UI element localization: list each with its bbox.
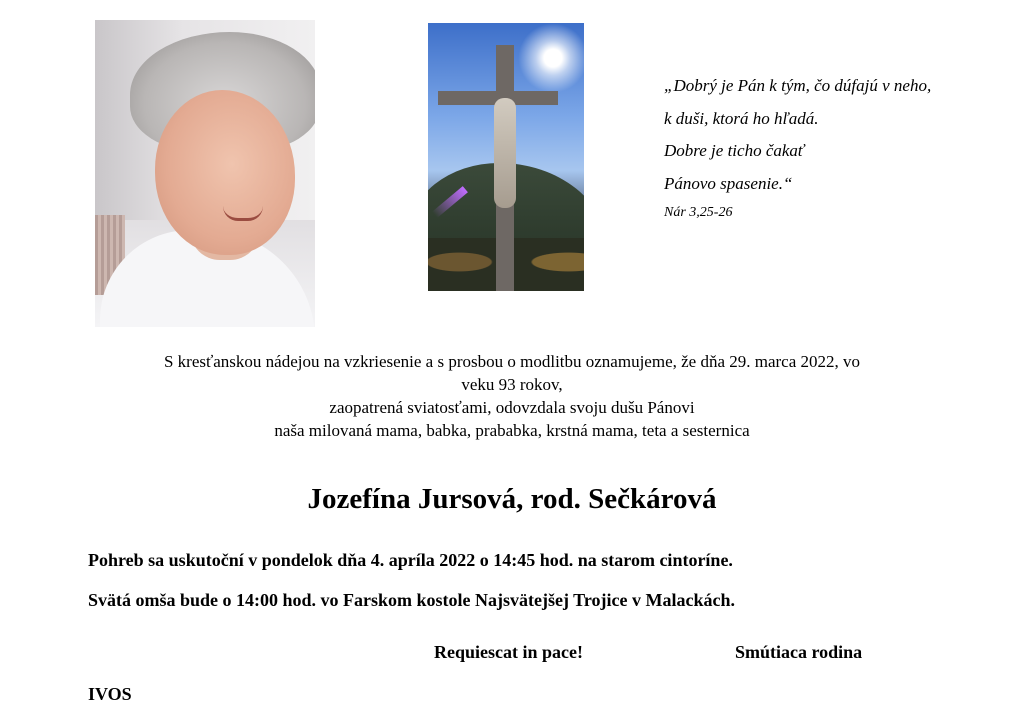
quote-line: Dobre je ticho čakať — [664, 141, 805, 160]
closing-phrase: Requiescat in pace! — [434, 642, 583, 662]
quote-line: k duši, ktorá ho hľadá. — [664, 108, 819, 128]
quote-reference: Nár 3,25-26 — [664, 205, 733, 220]
signature: Smútiaca rodina — [735, 642, 863, 662]
announcement-text — [0, 350, 1024, 442]
announcement-line: naša milovaná mama, babka, prababka, krstná mama, teta a sesternica — [274, 421, 750, 440]
portrait-photo — [95, 20, 315, 327]
bible-quote — [664, 70, 931, 224]
mass-info: Svätá omša bude o 14:00 hod. vo Farskom kostole Najsvätejšej Trojice v Malackách. — [88, 590, 735, 610]
announcement-line: zaopatrená sviatosťami, odovzdala svoju dušu Pánovi — [329, 398, 695, 417]
agency-name: IVOS — [88, 684, 132, 704]
announcement-line: S kresťanskou nádejou na vzkriesenie a s prosbou o modlitbu oznamujeme, že dňa 29. marca 2022, vo — [163, 352, 861, 371]
crucifix-photo — [428, 23, 584, 291]
announcement-line: veku 93 rokov, — [461, 375, 563, 394]
quote-line: „Dobrý je Pán k tým, čo dúfajú v neho, — [664, 76, 932, 95]
deceased-name: Jozefína Jursová, rod. Sečkárová — [307, 483, 717, 515]
quote-line: Pánovo spasenie.“ — [664, 173, 793, 193]
funeral-info: Pohreb sa uskutoční v pondelok dňa 4. apríla 2022 o 14:45 hod. na starom cintoríne. — [88, 550, 733, 570]
